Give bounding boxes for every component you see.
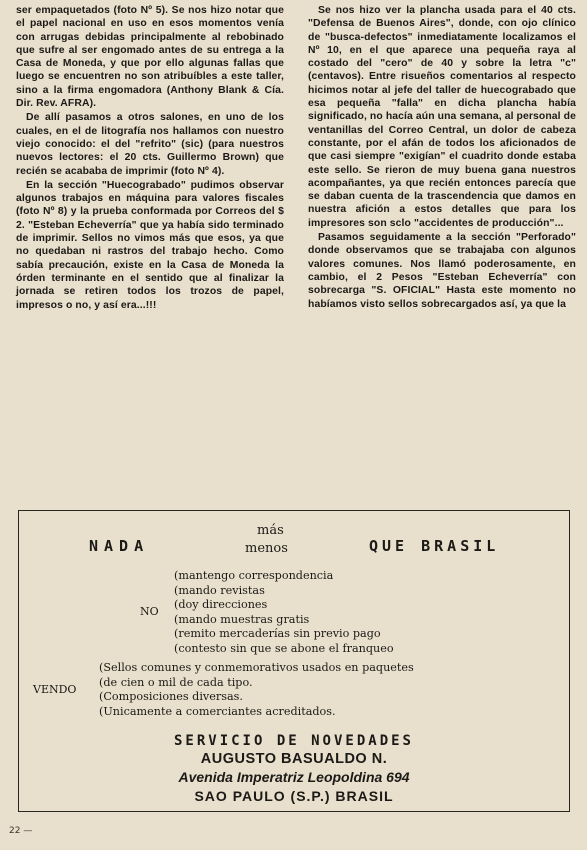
ad-que-brasil: QUE BRASIL	[369, 537, 500, 555]
ad-vendo-item: (Unicamente a comerciantes acreditados.	[99, 704, 336, 718]
page-number: 22 —	[9, 826, 33, 836]
ad-vendo-list	[99, 661, 414, 719]
ad-vendo-item: (Composiciones diversas.	[99, 690, 243, 704]
ad-menos: menos	[245, 541, 288, 556]
ad-no-item: (mantengo correspondencia	[174, 569, 334, 582]
ad-no-item: (mando muestras gratis	[174, 612, 310, 626]
ad-nada: NADA	[89, 537, 150, 555]
ad-no-item: (contesto sin que se abone el franqueo	[174, 641, 394, 655]
ad-no-label: NO	[140, 605, 159, 618]
ad-vendo-item: (Sellos comunes y conmemorativos usados en paquetes	[99, 661, 414, 674]
ad-headline	[19, 521, 569, 569]
article-columns	[16, 4, 576, 504]
ad-mas: más	[257, 523, 284, 538]
ad-vendo-item: (de cien o mil de cada tipo.	[99, 675, 253, 689]
right-paragraph-2: Pasamos seguidamente a la sección "Perforado" donde observamos que se trabajaba con algunos valores comunes. Nos llamó poderosamente, en cambio, el 2 Pesos "Esteban Echeverría" con sobrecarga "S. OFICIAL" Hasta este momento no habíamos visto sellos sobrecargados así, ya que la	[308, 232, 576, 310]
ad-servicio-title: SERVICIO DE NOVEDADES	[173, 733, 414, 749]
ad-no-list	[174, 569, 394, 657]
ad-vendo-label: VENDO	[33, 683, 77, 696]
ad-no-item: (doy direcciones	[174, 598, 268, 612]
ad-owner-name: AUGUSTO BASUALDO N.	[200, 751, 388, 767]
ad-address: Avenida Imperatriz Leopoldina 694	[178, 769, 410, 785]
advertisement-box	[18, 510, 570, 812]
ad-no-item: (remito mercaderías sin previo pago	[174, 627, 381, 641]
left-paragraph-3: En la sección "Huecograbado" pudimos observar algunos trabajos en máquina para valores fiscales (foto Nº 8) y la prueba conformada por Correos del $ 2. "Esteban Echeverría" que ya había sido terminado de imprimir. Sellos no vimos más que esos, ya que no quedaban ni rastros del trabajo hecho. Como sabía precaución, existe en la Casa de Moneda la órden terminante en el sentido que al finalizar la jornada se retiren todos los trozos de papel, impresos o no, y así era...!!!	[16, 179, 284, 311]
article-left-column	[16, 4, 284, 504]
left-paragraph-1: ser empaquetados (foto Nº 5). Se nos hizo notar que el papel nacional en uso en esos momentos venía con arrugas debidas principalmente al rebobinado que sufre al ser engomado antes de su entrega a la Casa de Moneda, y que por ello algunas fallas que luego se encuentren no son atribuíbles a este taller, sino a la firma engomadora (Anthony Blank & Cía. Dir. Rev. AFRA).	[16, 5, 284, 110]
left-paragraph-2: De allí pasamos a otros salones, en uno de los cuales, en el de litografía nos hallamos con nuestro viejo conocido: el del "refrito" (sic) (para nuestros nuevos lectores: el 20 cts. Guillermo Brown) que recién se acababa de imprimir (foto Nº 4).	[16, 112, 284, 177]
ad-city: SAO PAULO (S.P.) BRASIL	[194, 788, 394, 804]
right-paragraph-1: Se nos hizo ver la plancha usada para el 40 cts. "Defensa de Buenos Aires", donde, con ojo clínico de "busca-defectos" inmediatamente localizamos el Nº 10, en el que aparece una pequeña raya al costado del "cero" de 40 y sobre la letra "c" (centavos). Entre risueños comentarios al respecto hicimos notar al jefe del taller de huecograbado que esa pequeña "falla" en dicha plancha había significado, no hacía aún una semana, al personal de ventanillas del Correo Central, un dolor de cabeza constante, por el afán de todos los aficionados de que casi siempre "exigían" el cuadrito donde estaba este sello. Se rieron de muy buena gana nuestros acompañantes, ya que recién entonces parecía que se daban cuenta de la trascendencia que damos en nuestra afición a estos detalles que para los impresores son sclo "accidentes de producción"...	[308, 5, 576, 229]
ad-no-item: (mando revistas	[174, 583, 265, 597]
article-right-column	[308, 4, 576, 504]
